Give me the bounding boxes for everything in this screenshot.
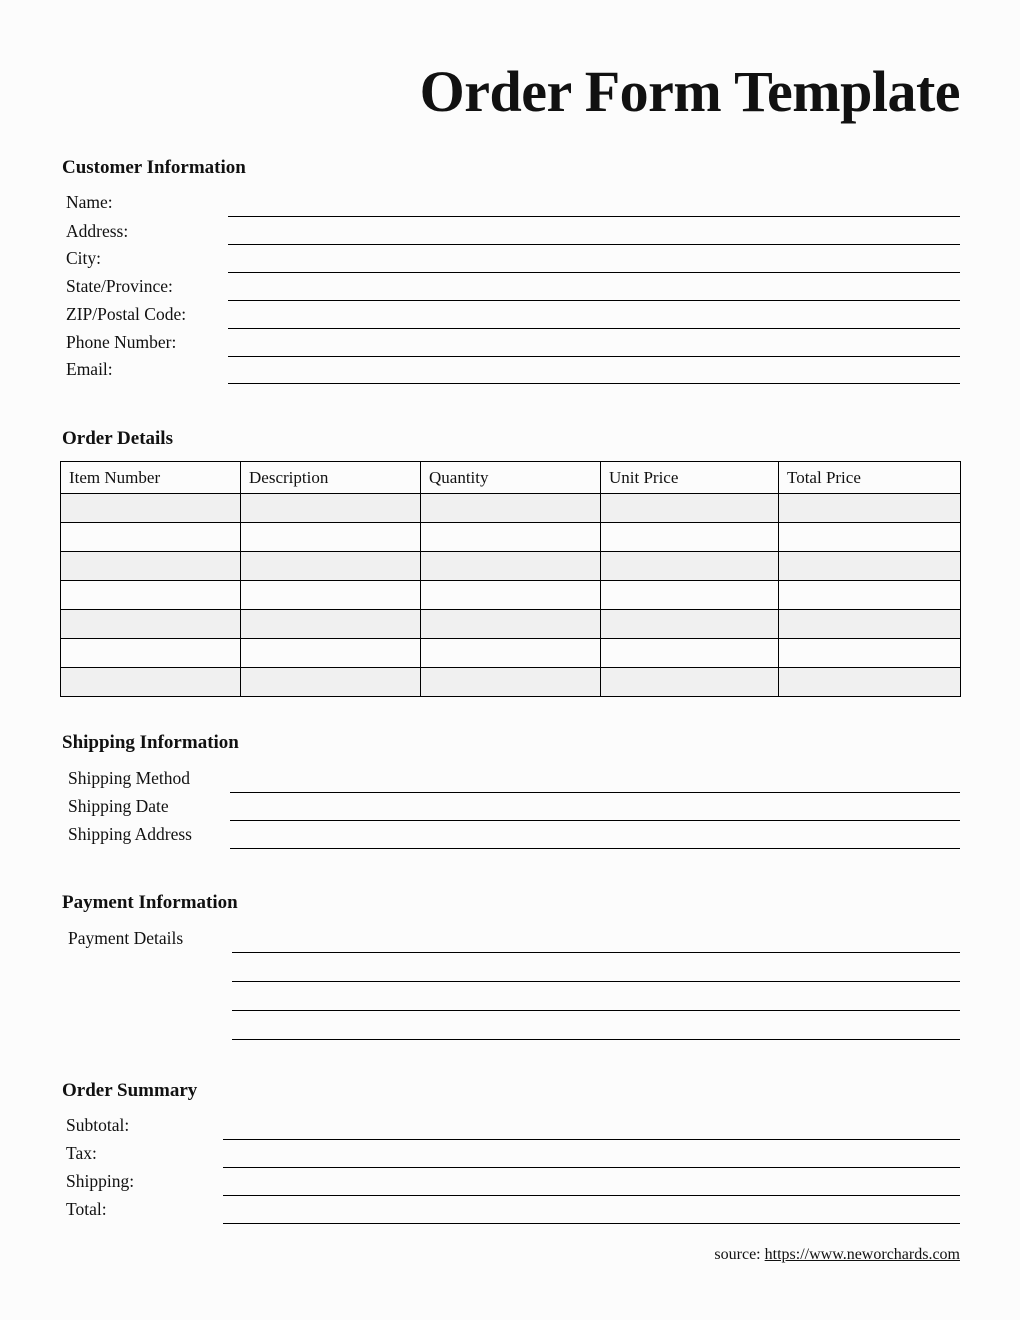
cell-description[interactable]: [241, 552, 421, 581]
field-label-total: Total:: [66, 1199, 107, 1219]
field-input-shipping[interactable]: [223, 1195, 960, 1196]
field-input-email[interactable]: [228, 383, 960, 384]
field-label-phone-number: Phone Number:: [66, 332, 177, 352]
field-label-name: Name:: [66, 192, 113, 212]
field-input-shipping-address[interactable]: [230, 848, 960, 849]
field-input-shipping-method[interactable]: [230, 792, 960, 793]
table-row: [61, 639, 961, 668]
section-heading-order-details: Order Details: [62, 428, 173, 449]
field-label-email: Email:: [66, 359, 113, 379]
column-header-item-number: Item Number: [61, 462, 241, 494]
field-input-total[interactable]: [223, 1223, 960, 1224]
section-heading-order-summary: Order Summary: [62, 1080, 198, 1101]
order-details-table: [60, 461, 961, 697]
cell-item-number[interactable]: [61, 523, 241, 552]
cell-quantity[interactable]: [421, 581, 601, 610]
cell-item-number[interactable]: [61, 581, 241, 610]
field-label-zip-postal-code: ZIP/Postal Code:: [66, 304, 187, 324]
cell-quantity[interactable]: [421, 523, 601, 552]
cell-unit-price[interactable]: [601, 610, 779, 639]
table-row: [61, 610, 961, 639]
field-label-payment-details: Payment Details: [68, 928, 184, 948]
table-row: [61, 552, 961, 581]
field-label-city: City:: [66, 248, 102, 268]
cell-description[interactable]: [241, 494, 421, 523]
cell-total-price[interactable]: [779, 581, 961, 610]
field-input-state-province[interactable]: [228, 300, 960, 301]
cell-description[interactable]: [241, 639, 421, 668]
source-note: [60, 1246, 960, 1264]
cell-description[interactable]: [241, 610, 421, 639]
cell-unit-price[interactable]: [601, 668, 779, 697]
cell-total-price[interactable]: [779, 668, 961, 697]
cell-unit-price[interactable]: [601, 639, 779, 668]
source-note-prefix: source:: [714, 1246, 765, 1263]
column-header-unit-price: Unit Price: [601, 462, 779, 494]
table-row: [61, 494, 961, 523]
cell-item-number[interactable]: [61, 494, 241, 523]
cell-unit-price[interactable]: [601, 494, 779, 523]
cell-quantity[interactable]: [421, 552, 601, 581]
cell-total-price[interactable]: [779, 639, 961, 668]
field-input-payment-details-line-4[interactable]: [232, 1039, 960, 1040]
table-row: [61, 668, 961, 697]
section-heading-customer-information: Customer Information: [62, 157, 246, 178]
cell-quantity[interactable]: [421, 639, 601, 668]
field-input-zip-postal-code[interactable]: [228, 328, 960, 329]
cell-description[interactable]: [241, 668, 421, 697]
field-input-tax[interactable]: [223, 1167, 960, 1168]
cell-unit-price[interactable]: [601, 581, 779, 610]
field-label-shipping-date: Shipping Date: [68, 796, 169, 816]
field-input-name[interactable]: [228, 216, 960, 217]
column-header-quantity: Quantity: [421, 462, 601, 494]
table-header-row: [61, 462, 961, 494]
field-input-payment-details-line-1[interactable]: [232, 952, 960, 953]
field-input-city[interactable]: [228, 272, 960, 273]
field-label-shipping-address: Shipping Address: [68, 824, 192, 844]
cell-item-number[interactable]: [61, 610, 241, 639]
field-label-shipping-method: Shipping Method: [68, 768, 191, 788]
cell-total-price[interactable]: [779, 610, 961, 639]
cell-quantity[interactable]: [421, 494, 601, 523]
field-label-address: Address:: [66, 221, 129, 241]
source-note-url[interactable]: https://www.neworchards.com: [764, 1246, 960, 1263]
field-input-payment-details-line-3[interactable]: [232, 1010, 960, 1011]
cell-item-number[interactable]: [61, 639, 241, 668]
table-row: [61, 581, 961, 610]
field-label-subtotal: Subtotal:: [66, 1115, 130, 1135]
cell-unit-price[interactable]: [601, 523, 779, 552]
section-heading-shipping-information: Shipping Information: [62, 732, 239, 753]
cell-total-price[interactable]: [779, 552, 961, 581]
cell-unit-price[interactable]: [601, 552, 779, 581]
column-header-total-price: Total Price: [779, 462, 961, 494]
field-input-shipping-date[interactable]: [230, 820, 960, 821]
column-header-description: Description: [241, 462, 421, 494]
table-row: [61, 523, 961, 552]
field-input-address[interactable]: [228, 244, 960, 245]
field-input-payment-details-line-2[interactable]: [232, 981, 960, 982]
cell-description[interactable]: [241, 523, 421, 552]
field-label-tax: Tax:: [66, 1143, 97, 1163]
cell-total-price[interactable]: [779, 523, 961, 552]
cell-total-price[interactable]: [779, 494, 961, 523]
cell-item-number[interactable]: [61, 552, 241, 581]
field-input-subtotal[interactable]: [223, 1139, 960, 1140]
cell-quantity[interactable]: [421, 668, 601, 697]
cell-quantity[interactable]: [421, 610, 601, 639]
cell-description[interactable]: [241, 581, 421, 610]
cell-item-number[interactable]: [61, 668, 241, 697]
field-label-shipping: Shipping:: [66, 1171, 135, 1191]
field-label-state-province: State/Province:: [66, 276, 173, 296]
page-title: Order Form Template: [419, 59, 960, 124]
section-heading-payment-information: Payment Information: [62, 892, 238, 913]
field-input-phone-number[interactable]: [228, 356, 960, 357]
